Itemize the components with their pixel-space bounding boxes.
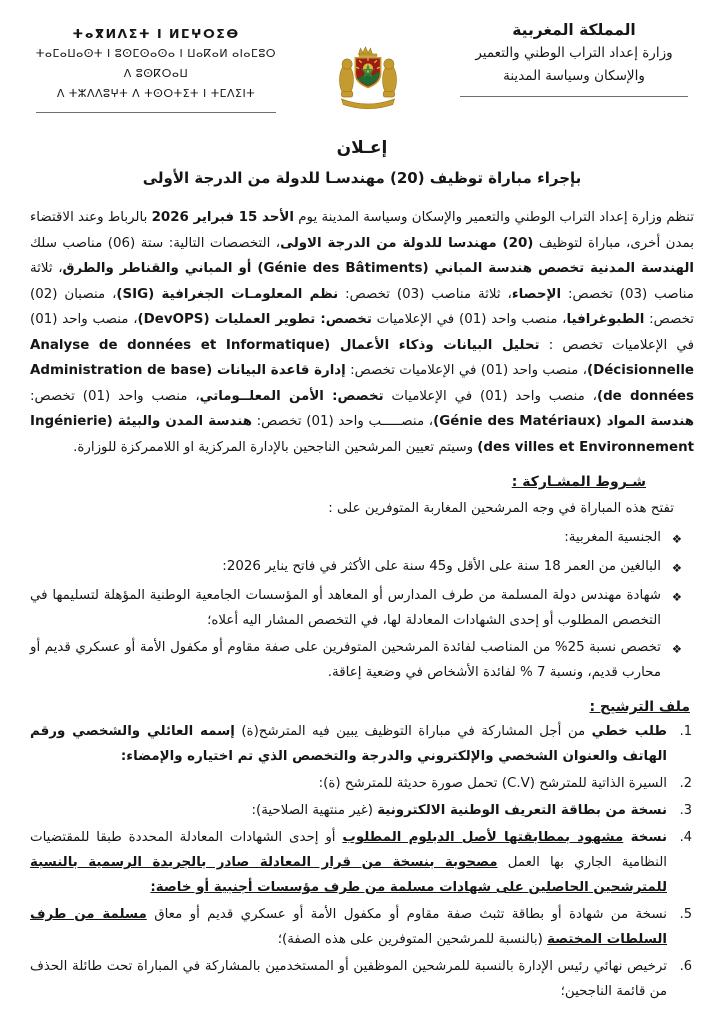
announcement-subtitle: بإجراء مباراة توظيف (20) مهندسـا للدولة من الدرجة الأولى [142, 169, 582, 187]
coat-of-arms-icon [330, 42, 406, 114]
ministry-name-line2: والإسكان وسياسة المدينة [503, 68, 645, 84]
letterhead-divider [460, 96, 688, 97]
item-number: 3. [679, 803, 692, 818]
dossier-heading: ملف الترشيح : [589, 699, 690, 715]
ministry-name-tifinagh-line2: ⴷ ⵜⵣⴷⴷⵓⵖⵜ ⴷ ⵜⵙⵔⵜⵉⵜ ⵏ ⵜⵎⴷⵉⵏⵜ [56, 87, 256, 100]
diamond-bullet-icon: ❖ [671, 642, 682, 656]
ministry-name-tifinagh-line1: ⵜⴰⵎⴰⵡⴰⵙⵜ ⵏ ⵓⵙⵎⵙⴰⵙⴰ ⵏ ⵡⴰⴽⴰⵍ ⴰⵏⴰⵎⵓⵔ ⴷ ⵓⵙⴽⵔⴰⵡ [35, 47, 277, 80]
list-item: 1. طلب خطي من أجل المشاركة في مباراة التوظيف يبين فيه المترشح(ة) إسمه العائلي والشخصي ورقم الهاتف والعنوان الشخصي والإلكتروني والدرجة والتخصص الذي تم اختياره والإمضاء: [30, 719, 692, 769]
emblem-container [293, 14, 443, 114]
diamond-bullet-icon: ❖ [671, 590, 682, 604]
list-item: 6. ترخيص نهائي رئيس الإدارة بالنسبة للمرشحين الموظفين أو المستخدمين بالمشاركة في المباراة تحت طائلة الحذف من قائمة الناجحين؛ [30, 954, 692, 1004]
item-number: 6. [679, 959, 692, 974]
list-item: 5. نسخة من شهادة أو بطاقة تثبث صفة مقاوم أو مكفول الأمة أو عسكري قديم أو معاق مسلمة من طرف السلطات المختصة (بالنسبة للمرشحين المتوفرين على هذه الصفة)؛ [30, 902, 692, 952]
letterhead-divider [36, 112, 276, 113]
list-item: 4. نسخة مشهود بمطابقتها لأصل الدبلوم المطلوب أو إحدى الشهادات المعادلة المحددة طبقا للمقتضيات النظامية الجاري بها العمل مصحوبة بنسخة من قرار المعادلة صادر بالجريدة الرسمية بالنسبة للمترشحين الحاصلين على شهادات مسلمة من طرف مؤسسات أجنبية أو خاصة: [30, 825, 692, 900]
item-number: 4. [679, 830, 692, 845]
list-item: ❖ البالغين من العمر 18 سنة على الأقل و45 سنة على الأكثر في فاتح يناير 2026: [30, 554, 682, 581]
kingdom-name-tifinagh: ⵜⴰⴳⵍⴷⵉⵜ ⵏ ⵍⵎⵖⵔⵉⴱ [72, 26, 240, 41]
intro-paragraph: تنظم وزارة إعداد التراب الوطني والتعمير والإسكان وسياسة المدينة يوم الأحد 15 فبراير 2026 بالرباط وعند الاقتضاء بمدن أخرى، مباراة لتوظيف (20) مهندسا للدولة من الدرجة الاولى، التخصصات التالية: ستة (06) مناصب سلك الهندسة المدنية تخصص هندسة المباني (Génie des Bâtiments) أو المباني والقناطر والطرق، ثلاثة مناصب (03) تخصص: الإحصاء، ثلاثة مناصب (03) تخصص: نظم المعلومـات الجغرافية (SIG)، منصبان (02) تخصص: الطبوغرافيا، منصب واحد (01) في الإعلاميات تخصص: تطوير العمليات (DevOPS)، منصب واحد (01) في الإعلاميات تخصص : تحليل البيانات وذكاء الأعمال (Analyse de données et Informatique Décisionnelle)، منصب واحد (01) في الإعلاميات تخصص: إدارة قاعدة البيانات (Administration de base de données)، منصب واحد (01) في الإعلاميات تخصص: الأمن المعلــوماتي، منصب واحد (01) تخصص: هندسة المواد (Génie des Matériaux)، منصـــــب واحد (01) تخصص: هندسة المدن والبيئة (Ingénierie des villes et Environnement) وسيتم تعيين المرشحين الناجحين بالإدارة المركزية او اللاممركزة للوزارة. [30, 210, 695, 455]
item-number: 2. [679, 776, 692, 791]
item-number: 1. [679, 724, 692, 739]
list-item: 3. نسخة من بطاقة التعريف الوطنية الالكترونية (غير منتهية الصلاحية): [30, 798, 692, 823]
conditions-list [30, 525, 694, 685]
kingdom-name: المملكة المغربية [512, 21, 636, 39]
ministry-name-line1: وزارة إعداد التراب الوطني والتعمير [475, 45, 673, 61]
conditions-intro: تفتح هذه المباراة في وجه المرشحين المغاربة المتوفرين على : [328, 501, 674, 516]
list-item: ❖ الجنسية المغربية: [30, 525, 682, 552]
conditions-heading: شـروط المشـاركة : [511, 474, 646, 490]
diamond-bullet-icon: ❖ [671, 532, 682, 546]
list-item: ❖ شهادة مهندس دولة المسلمة من طرف المدارس أو المعاهد أو المؤسسات الجامعية الوطنية المؤهلة لتسليمها في التخصص المطلوب أو إحدى الشهادات المعادلة لها، في التخصص المشار اليه أعلاه؛ [30, 583, 682, 633]
dossier-list [30, 719, 694, 1004]
item-number: 5. [679, 907, 692, 922]
letterhead-arabic [454, 14, 694, 97]
list-item: 2. السيرة الذاتية للمترشح (C.V) تحمل صورة حديثة للمترشح (ة): [30, 771, 692, 796]
announcement-title: إعـلان [336, 138, 388, 158]
letterhead-tifinagh [30, 14, 282, 113]
diamond-bullet-icon: ❖ [671, 561, 682, 575]
list-item: ❖ تخصص نسبة 25% من المناصب لفائدة المرشحين المتوفرين على صفة مقاوم أو مكفول الأمة أو عسكري قديم أو محارب قديم، ونسبة 7 % لفائدة الأشخاص في وضعية إعاقة. [30, 635, 682, 685]
letterhead [30, 14, 694, 114]
